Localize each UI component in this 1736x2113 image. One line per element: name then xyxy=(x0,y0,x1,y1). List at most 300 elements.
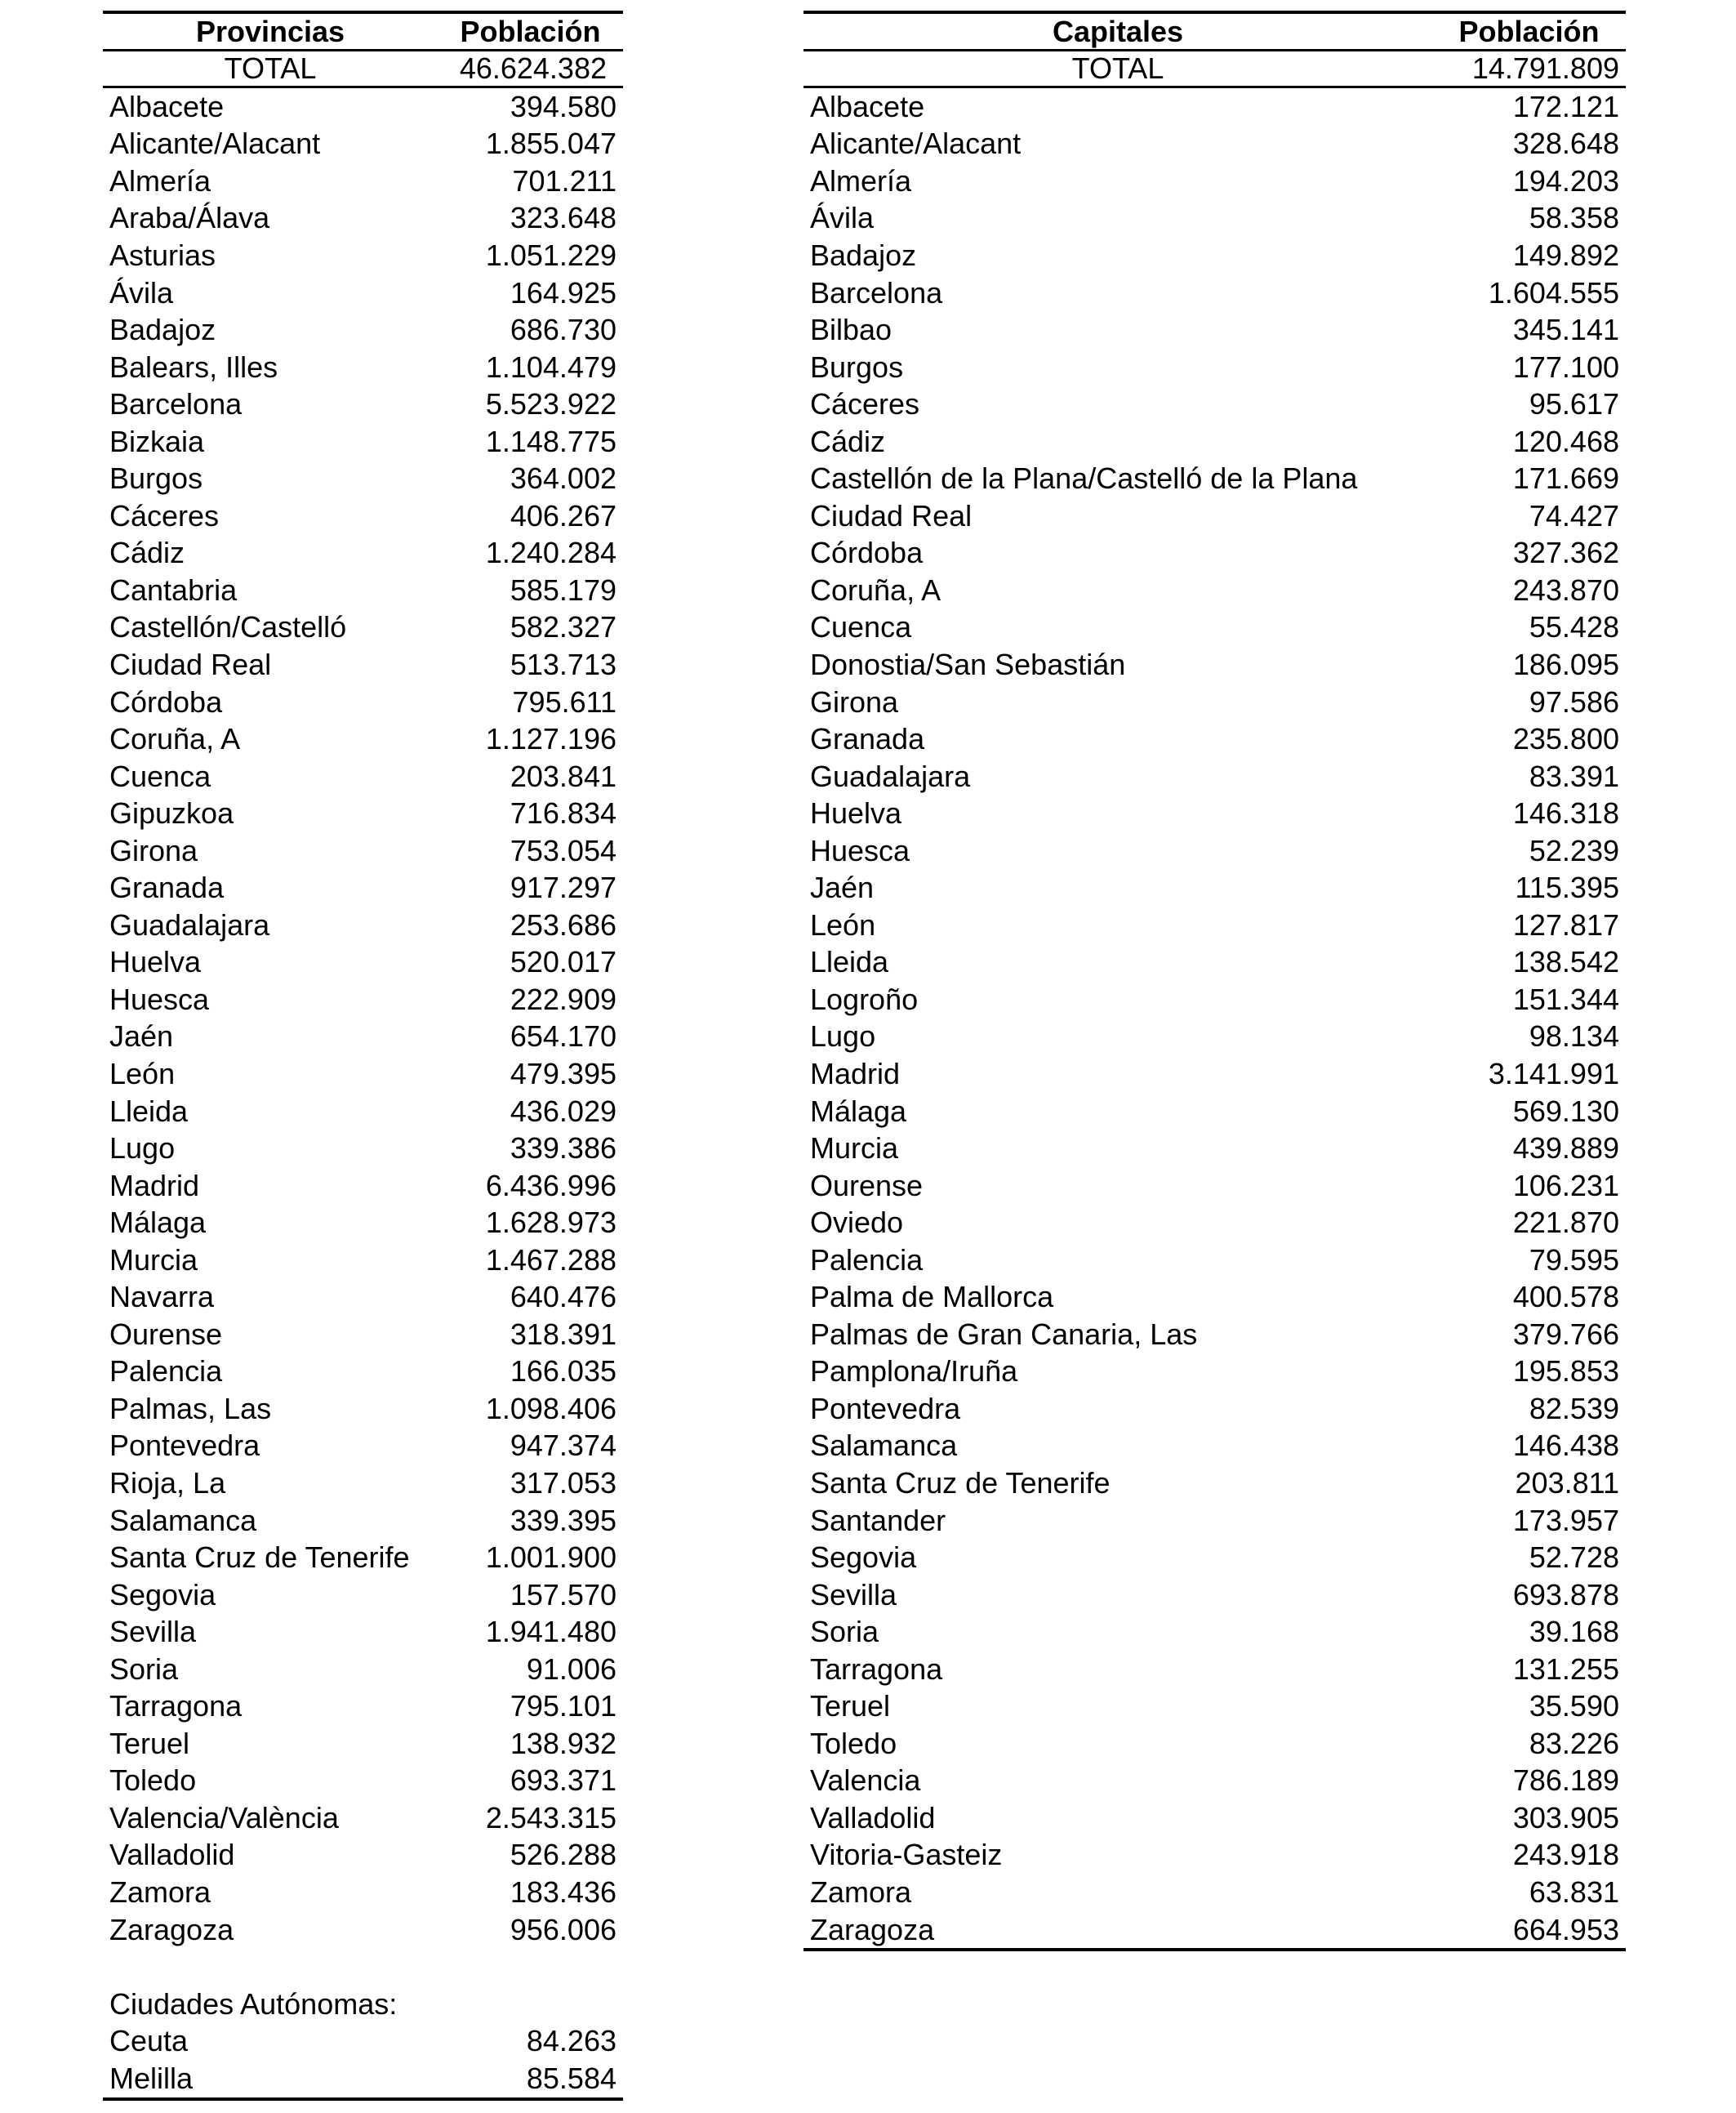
row-name: Barcelona xyxy=(109,387,243,421)
row-value: 52.239 xyxy=(1529,833,1619,867)
row-value: 716.834 xyxy=(510,796,617,831)
row-value: 345.141 xyxy=(1512,313,1619,347)
table-row xyxy=(803,609,1626,647)
table-row xyxy=(103,423,623,461)
table-row xyxy=(103,237,623,274)
row-name: Logroño xyxy=(810,982,919,1016)
row-name: Albacete xyxy=(810,89,925,123)
row-value: 693.371 xyxy=(510,1763,617,1798)
row-name: Granada xyxy=(109,871,225,905)
row-value: 1.467.288 xyxy=(485,1242,617,1277)
row-name: Cuenca xyxy=(810,610,912,644)
row-value: 654.170 xyxy=(510,1019,617,1054)
row-value: 479.395 xyxy=(510,1056,617,1090)
row-name: Coruña, A xyxy=(810,573,941,607)
row-name: Cádiz xyxy=(810,424,886,458)
row-name: Huelva xyxy=(109,945,202,979)
table-row xyxy=(103,1539,623,1576)
row-name: Melilla xyxy=(109,2061,194,2095)
table-row xyxy=(803,907,1626,944)
table-row xyxy=(103,1576,623,1614)
row-value: 753.054 xyxy=(510,833,617,867)
row-value: 235.800 xyxy=(1512,722,1619,756)
table-row xyxy=(103,646,623,684)
row-name: Cádiz xyxy=(109,536,185,570)
table-row xyxy=(103,1874,623,1911)
row-value: 582.327 xyxy=(510,610,617,644)
table-row xyxy=(803,1539,1626,1576)
table-row xyxy=(103,795,623,832)
provincias-rows xyxy=(103,88,623,1948)
row-value: 686.730 xyxy=(510,313,617,347)
row-value: 186.095 xyxy=(1512,647,1619,681)
row-name: Huelva xyxy=(810,796,902,831)
row-value: 115.395 xyxy=(1515,871,1619,905)
row-name: Valencia xyxy=(810,1763,921,1798)
table-row xyxy=(803,1651,1626,1688)
row-name: Málaga xyxy=(109,1206,207,1240)
row-name: Badajoz xyxy=(109,313,216,347)
table-row xyxy=(803,237,1626,274)
table-row xyxy=(803,1464,1626,1502)
row-name: Ciudad Real xyxy=(109,647,272,681)
row-name: Almería xyxy=(109,163,211,198)
row-name: Almería xyxy=(810,163,912,198)
row-name: Teruel xyxy=(109,1726,190,1760)
row-name: Zaragoza xyxy=(109,1912,234,1946)
row-name: Cáceres xyxy=(109,498,220,533)
row-value: 640.476 xyxy=(510,1280,617,1314)
row-value: 439.889 xyxy=(1512,1131,1619,1166)
table-row xyxy=(103,1316,623,1353)
row-name: Lleida xyxy=(810,945,889,979)
row-name: Guadalajara xyxy=(109,907,270,942)
row-value: 95.617 xyxy=(1529,387,1619,421)
row-value: 1.855.047 xyxy=(485,127,617,161)
row-name: Salamanca xyxy=(810,1429,958,1463)
row-value: 693.878 xyxy=(1512,1577,1619,1611)
table-row xyxy=(103,609,623,647)
row-name: Zamora xyxy=(810,1875,912,1910)
row-value: 106.231 xyxy=(1512,1168,1619,1202)
table-row xyxy=(103,944,623,982)
table-row xyxy=(803,126,1626,163)
row-value: 400.578 xyxy=(1512,1280,1619,1314)
row-value: 339.386 xyxy=(510,1131,617,1166)
row-value: 701.211 xyxy=(512,163,617,198)
row-name: Cáceres xyxy=(810,387,920,421)
table-row xyxy=(103,349,623,386)
row-value: 120.468 xyxy=(1512,424,1619,458)
row-name: Palma de Mallorca xyxy=(810,1280,1054,1314)
row-value: 172.121 xyxy=(1512,89,1619,123)
row-value: 364.002 xyxy=(510,461,617,496)
row-name: Granada xyxy=(810,722,925,756)
row-name: Coruña, A xyxy=(109,722,241,756)
table-row xyxy=(803,1688,1626,1726)
row-name: Bizkaia xyxy=(109,424,205,458)
table-row xyxy=(803,1725,1626,1763)
row-value: 328.648 xyxy=(1512,127,1619,161)
row-name: León xyxy=(810,907,876,942)
row-value: 1.127.196 xyxy=(485,722,617,756)
row-value: 339.395 xyxy=(510,1503,617,1537)
row-value: 164.925 xyxy=(510,275,617,310)
row-value: 52.728 xyxy=(1529,1540,1619,1575)
row-name: Sevilla xyxy=(810,1577,897,1611)
row-name: Pontevedra xyxy=(109,1429,260,1463)
table-row xyxy=(103,274,623,312)
row-name: Balears, Illes xyxy=(109,350,278,384)
row-name: Zaragoza xyxy=(810,1912,935,1946)
row-name: Soria xyxy=(810,1615,879,1649)
table-row xyxy=(103,1613,623,1651)
capitales-header-name: Capitales xyxy=(1052,14,1184,48)
row-name: Huesca xyxy=(109,982,210,1016)
row-value: 1.148.775 xyxy=(485,424,617,458)
table-row xyxy=(103,460,623,497)
row-value: 195.853 xyxy=(1512,1354,1619,1389)
table-row xyxy=(803,1241,1626,1279)
row-value: 146.318 xyxy=(1512,796,1619,831)
table-row xyxy=(103,88,623,126)
row-name: Ciudad Real xyxy=(810,498,973,533)
provincias-header-name: Provincias xyxy=(195,14,345,48)
table-row xyxy=(103,1837,623,1875)
row-value: 795.101 xyxy=(510,1689,617,1723)
row-name: Jaén xyxy=(810,871,875,905)
row-name: Burgos xyxy=(109,461,203,496)
row-value: 74.427 xyxy=(1529,498,1619,533)
table-row xyxy=(103,1725,623,1763)
row-value: 243.870 xyxy=(1512,573,1619,607)
table-row xyxy=(803,869,1626,907)
table-row xyxy=(103,1093,623,1130)
row-value: 318.391 xyxy=(510,1317,617,1351)
row-name: Rioja, La xyxy=(109,1466,226,1500)
row-name: Oviedo xyxy=(810,1206,904,1240)
table-row xyxy=(103,2060,623,2097)
row-name: Ourense xyxy=(810,1168,924,1202)
row-value: 323.648 xyxy=(510,201,617,235)
row-name: Huesca xyxy=(810,833,910,867)
capitales-header-value: Población xyxy=(1458,14,1600,48)
row-value: 243.918 xyxy=(1512,1838,1619,1872)
row-value: 1.001.900 xyxy=(485,1540,617,1575)
row-value: 526.288 xyxy=(510,1838,617,1872)
row-value: 171.669 xyxy=(1512,461,1619,496)
table-row xyxy=(803,1799,1626,1837)
row-name: Pamplona/Iruña xyxy=(810,1354,1018,1389)
row-value: 1.604.555 xyxy=(1488,275,1619,310)
row-value: 203.841 xyxy=(510,759,617,793)
table-row xyxy=(803,1874,1626,1911)
row-value: 138.932 xyxy=(510,1726,617,1760)
row-name: Santa Cruz de Tenerife xyxy=(810,1466,1111,1500)
row-name: Jaén xyxy=(109,1019,174,1054)
row-name: Ávila xyxy=(810,201,875,235)
row-name: Murcia xyxy=(810,1131,899,1166)
table-row xyxy=(803,311,1626,349)
table-row xyxy=(103,1799,623,1837)
row-name: Valencia/València xyxy=(109,1800,339,1834)
row-value: 569.130 xyxy=(1512,1094,1619,1128)
row-name: Palencia xyxy=(109,1354,223,1389)
row-name: Córdoba xyxy=(810,536,924,570)
table-row xyxy=(103,1428,623,1465)
provincias-total-row xyxy=(103,51,623,88)
table-row xyxy=(803,1316,1626,1353)
row-value: 177.100 xyxy=(1512,350,1619,384)
row-value: 1.941.480 xyxy=(485,1615,617,1649)
row-value: 127.817 xyxy=(1512,907,1619,942)
row-name: León xyxy=(109,1056,176,1090)
table-row xyxy=(103,1055,623,1093)
row-value: 55.428 xyxy=(1529,610,1619,644)
row-name: Pontevedra xyxy=(810,1391,961,1425)
table-row xyxy=(103,720,623,758)
row-value: 406.267 xyxy=(510,498,617,533)
row-name: Badajoz xyxy=(810,238,917,272)
table-row xyxy=(803,720,1626,758)
row-name: Cuenca xyxy=(109,759,211,793)
row-name: Ourense xyxy=(109,1317,223,1351)
row-name: Salamanca xyxy=(109,1503,257,1537)
autonomas-label: Ciudades Autónomas: xyxy=(109,1986,398,2021)
row-name: Guadalajara xyxy=(810,759,971,793)
row-value: 166.035 xyxy=(510,1354,617,1389)
table-row xyxy=(803,200,1626,238)
table-row xyxy=(803,274,1626,312)
row-value: 956.006 xyxy=(510,1912,617,1946)
table-row xyxy=(803,88,1626,126)
table-row xyxy=(803,423,1626,461)
row-value: 82.539 xyxy=(1529,1391,1619,1425)
row-name: Madrid xyxy=(109,1168,200,1202)
row-value: 85.584 xyxy=(526,2061,617,2095)
row-name: Girona xyxy=(810,684,899,719)
row-name: Teruel xyxy=(810,1689,891,1723)
row-name: Valladolid xyxy=(810,1800,936,1834)
table-row xyxy=(103,1019,623,1056)
row-name: Córdoba xyxy=(109,684,223,719)
row-name: Zamora xyxy=(109,1875,211,1910)
row-name: Albacete xyxy=(109,89,225,123)
row-value: 947.374 xyxy=(510,1429,617,1463)
row-value: 39.168 xyxy=(1529,1615,1619,1649)
row-name: Bilbao xyxy=(810,313,892,347)
provincias-header-value: Población xyxy=(460,14,601,48)
row-value: 35.590 xyxy=(1529,1689,1619,1723)
table-row xyxy=(103,758,623,796)
autonomas-label-row xyxy=(103,1986,623,2023)
table-row xyxy=(103,1167,623,1205)
table-row xyxy=(803,1353,1626,1391)
row-name: Valladolid xyxy=(109,1838,235,1872)
table-row xyxy=(803,1763,1626,1800)
row-value: 203.811 xyxy=(1515,1466,1619,1500)
row-name: Asturias xyxy=(109,238,216,272)
row-value: 379.766 xyxy=(1512,1317,1619,1351)
row-value: 84.263 xyxy=(526,2024,617,2058)
table-row xyxy=(803,981,1626,1019)
row-value: 303.905 xyxy=(1512,1800,1619,1834)
row-name: Santa Cruz de Tenerife xyxy=(109,1540,410,1575)
table-row xyxy=(103,2022,623,2060)
row-name: Toledo xyxy=(810,1726,897,1760)
capitales-total-value: 14.791.809 xyxy=(1471,51,1619,85)
row-name: Segovia xyxy=(810,1540,917,1575)
table-row xyxy=(803,349,1626,386)
table-row xyxy=(103,1763,623,1800)
row-value: 795.611 xyxy=(512,684,617,719)
row-name: Barcelona xyxy=(810,275,943,310)
row-value: 63.831 xyxy=(1529,1875,1619,1910)
row-value: 149.892 xyxy=(1512,238,1619,272)
row-name: Tarragona xyxy=(810,1652,943,1686)
row-value: 5.523.922 xyxy=(485,387,617,421)
row-name: Gipuzkoa xyxy=(109,796,234,831)
row-name: Lugo xyxy=(810,1019,876,1054)
row-value: 513.713 xyxy=(510,647,617,681)
table-row xyxy=(803,1390,1626,1428)
row-name: Araba/Álava xyxy=(109,201,270,235)
table-row xyxy=(103,1464,623,1502)
row-name: Cantabria xyxy=(109,573,238,607)
row-value: 1.104.479 xyxy=(485,350,617,384)
table-row xyxy=(803,944,1626,982)
row-name: Santander xyxy=(810,1503,946,1537)
row-value: 221.870 xyxy=(1512,1206,1619,1240)
row-name: Castellón de la Plana/Castelló de la Plana xyxy=(810,461,1358,496)
row-value: 1.098.406 xyxy=(485,1391,617,1425)
row-name: Navarra xyxy=(109,1280,215,1314)
capitales-total-row xyxy=(803,51,1626,88)
row-value: 2.543.315 xyxy=(485,1800,617,1834)
table-row xyxy=(103,535,623,573)
table-row xyxy=(803,1576,1626,1614)
row-value: 91.006 xyxy=(526,1652,617,1686)
row-name: Alicante/Alacant xyxy=(109,127,321,161)
row-name: Sevilla xyxy=(109,1615,197,1649)
row-value: 173.957 xyxy=(1512,1503,1619,1537)
table-row xyxy=(803,497,1626,535)
provincias-total-value: 46.624.382 xyxy=(459,51,607,85)
row-value: 83.226 xyxy=(1529,1726,1619,1760)
row-name: Lugo xyxy=(109,1131,176,1166)
table-row xyxy=(103,1241,623,1279)
row-value: 131.255 xyxy=(1512,1652,1619,1686)
table-row xyxy=(803,832,1626,870)
row-value: 98.134 xyxy=(1529,1019,1619,1054)
table-row xyxy=(103,869,623,907)
row-name: Palmas de Gran Canaria, Las xyxy=(810,1317,1198,1351)
table-row xyxy=(803,163,1626,200)
row-name: Palmas, Las xyxy=(109,1391,272,1425)
table-row xyxy=(803,460,1626,497)
table-row xyxy=(103,1651,623,1688)
table-row xyxy=(803,1837,1626,1875)
provincias-total-label: TOTAL xyxy=(224,51,317,85)
table-row xyxy=(803,758,1626,796)
table-row xyxy=(803,1093,1626,1130)
row-name: Segovia xyxy=(109,1577,216,1611)
autonomas-rows xyxy=(103,2022,623,2100)
row-name: Lleida xyxy=(109,1094,189,1128)
row-value: 520.017 xyxy=(510,945,617,979)
row-value: 222.909 xyxy=(510,982,617,1016)
row-name: Soria xyxy=(109,1652,179,1686)
row-value: 394.580 xyxy=(510,89,617,123)
table-row xyxy=(103,1279,623,1317)
table-row xyxy=(803,1167,1626,1205)
table-row xyxy=(803,1502,1626,1540)
row-value: 253.686 xyxy=(510,907,617,942)
row-value: 317.053 xyxy=(510,1466,617,1500)
table-row xyxy=(103,386,623,423)
row-value: 58.358 xyxy=(1529,201,1619,235)
capitales-rows xyxy=(803,88,1626,1951)
row-value: 146.438 xyxy=(1512,1429,1619,1463)
row-value: 786.189 xyxy=(1512,1763,1619,1798)
row-name: Donostia/San Sebastián xyxy=(810,647,1126,681)
table-row xyxy=(803,572,1626,609)
row-value: 3.141.991 xyxy=(1488,1056,1619,1090)
table-row xyxy=(103,684,623,721)
row-name: Ávila xyxy=(109,275,174,310)
table-row xyxy=(103,200,623,238)
row-value: 436.029 xyxy=(510,1094,617,1128)
row-value: 83.391 xyxy=(1529,759,1619,793)
table-row xyxy=(103,1204,623,1241)
row-name: Palencia xyxy=(810,1242,924,1277)
row-name: Burgos xyxy=(810,350,904,384)
table-row xyxy=(103,163,623,200)
table-row xyxy=(103,1130,623,1167)
row-value: 1.051.229 xyxy=(485,238,617,272)
row-value: 917.297 xyxy=(510,871,617,905)
row-name: Madrid xyxy=(810,1056,901,1090)
row-value: 585.179 xyxy=(510,573,617,607)
table-row xyxy=(803,535,1626,573)
row-value: 327.362 xyxy=(1512,536,1619,570)
row-name: Girona xyxy=(109,833,198,867)
row-value: 138.542 xyxy=(1512,945,1619,979)
row-name: Tarragona xyxy=(109,1689,243,1723)
table-row xyxy=(103,1353,623,1391)
provincias-spacer xyxy=(103,1948,623,1986)
table-row xyxy=(803,1055,1626,1093)
row-name: Castellón/Castelló xyxy=(109,610,347,644)
table-row xyxy=(103,126,623,163)
table-row xyxy=(803,1019,1626,1056)
table-row xyxy=(103,981,623,1019)
table-row xyxy=(103,907,623,944)
capitales-header-row xyxy=(803,11,1626,51)
table-row xyxy=(803,1613,1626,1651)
provincias-table xyxy=(103,11,623,2101)
row-name: Vitoria-Gasteiz xyxy=(810,1838,1003,1872)
row-value: 194.203 xyxy=(1512,163,1619,198)
table-row xyxy=(803,1428,1626,1465)
table-row xyxy=(803,684,1626,721)
table-row xyxy=(103,311,623,349)
table-row xyxy=(803,1279,1626,1317)
table-row xyxy=(803,1204,1626,1241)
row-value: 183.436 xyxy=(510,1875,617,1910)
row-name: Ceuta xyxy=(109,2024,189,2058)
table-row xyxy=(103,832,623,870)
